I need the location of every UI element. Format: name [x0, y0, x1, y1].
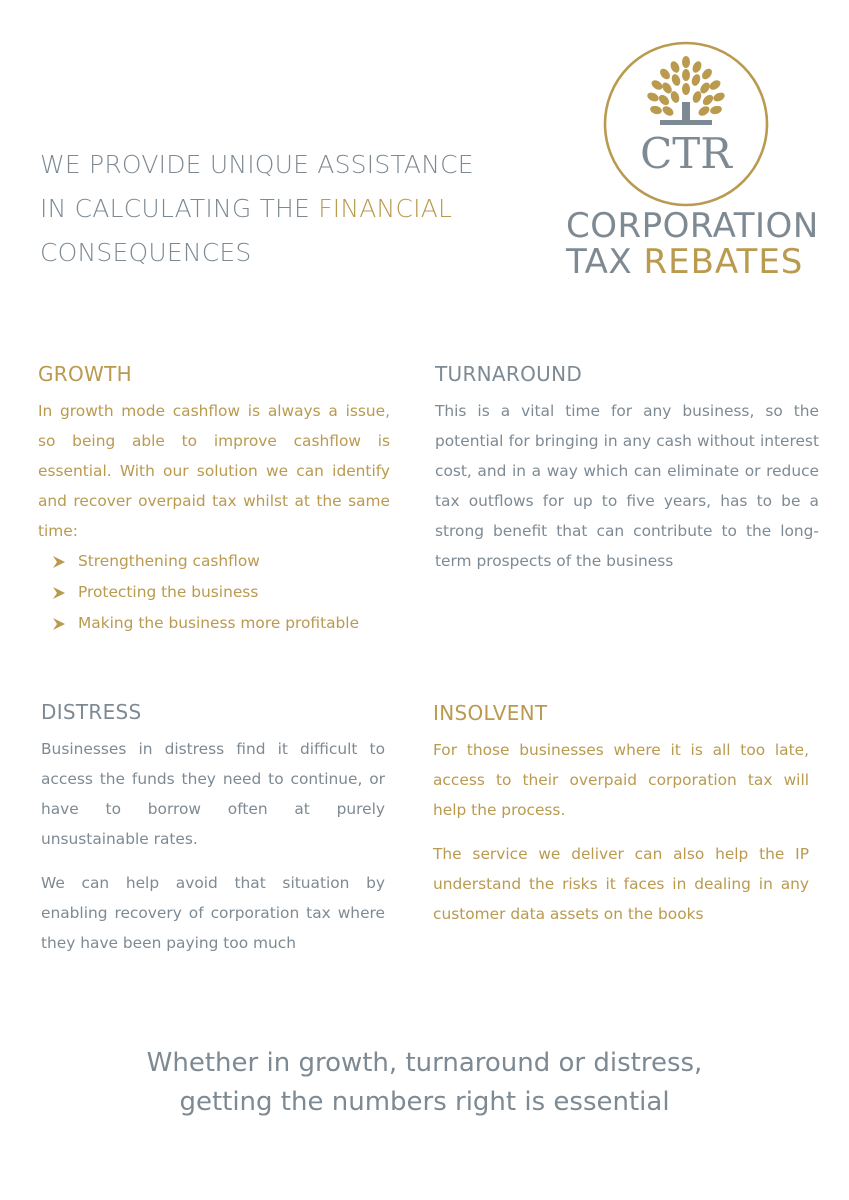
- distress-paragraph-1: Businesses in distress find it difficult to access the funds they need to continue, or have to borrow often at purely unsustainable rates.: [41, 740, 385, 848]
- arrowhead-bullet-icon: [53, 587, 65, 599]
- company-logo: [560, 40, 820, 285]
- insolvent-section: [433, 701, 809, 929]
- turnaround-paragraph: This is a vital time for any business, so the potential for bringing in any cash without interest cost, and in a way which can eliminate or reduce tax outflows for up to five years, has to be a strong benefit that can contribute to the long-term prospects of the business: [435, 402, 819, 570]
- list-item: [53, 546, 390, 577]
- logo-monogram: CTR: [640, 129, 732, 178]
- headline-line2-pre: IN CALCULATING THE: [40, 194, 319, 223]
- arrowhead-bullet-icon: [53, 618, 65, 630]
- insolvent-paragraph-2: The service we deliver can also help the IP understand the risks it faces in dealing in any customer data assets on the books: [433, 845, 809, 923]
- growth-section: [38, 362, 390, 639]
- closing-line-2: getting the numbers right is essential: [179, 1087, 670, 1117]
- list-item: [53, 577, 390, 608]
- turnaround-section: [435, 362, 819, 576]
- distress-title: DISTRESS: [41, 700, 142, 724]
- brand-word-tax: TAX: [566, 242, 633, 282]
- distress-section: [41, 700, 385, 958]
- closing-line-1: Whether in growth, turnaround or distress,: [146, 1048, 703, 1078]
- insolvent-paragraph-1: For those businesses where it is all too late, access to their overpaid corporation tax will help the process.: [433, 741, 809, 819]
- insolvent-title: INSOLVENT: [433, 701, 548, 725]
- list-item: [53, 608, 390, 639]
- headline-line3: CONSEQUENCES: [40, 238, 252, 267]
- growth-bullet-list: [38, 546, 390, 639]
- headline: [40, 143, 510, 275]
- tree-emblem-icon: [602, 40, 770, 208]
- headline-line2-highlight: FINANCIAL: [318, 194, 453, 223]
- brand-name-line2: [566, 243, 826, 281]
- brand-word-rebates: REBATES: [643, 242, 804, 282]
- arrowhead-bullet-icon: [53, 556, 65, 568]
- distress-paragraph-2: We can help avoid that situation by enabling recovery of corporation tax where they have been paying too much: [41, 874, 385, 952]
- closing-statement: [0, 1044, 849, 1122]
- growth-bullet-label: Making the business more profitable: [78, 614, 360, 632]
- growth-title: GROWTH: [38, 362, 132, 386]
- growth-bullet-label: Protecting the business: [78, 583, 259, 601]
- growth-bullet-label: Strengthening cashflow: [78, 552, 260, 570]
- headline-line1: WE PROVIDE UNIQUE ASSISTANCE: [40, 150, 474, 179]
- brand-name-line1: CORPORATION: [566, 206, 819, 246]
- growth-paragraph: In growth mode cashflow is always a issue, so being able to improve cashflow is essential. With our solution we can identify and recover overpaid tax whilst at the same time:: [38, 402, 390, 540]
- turnaround-title: TURNAROUND: [435, 362, 583, 386]
